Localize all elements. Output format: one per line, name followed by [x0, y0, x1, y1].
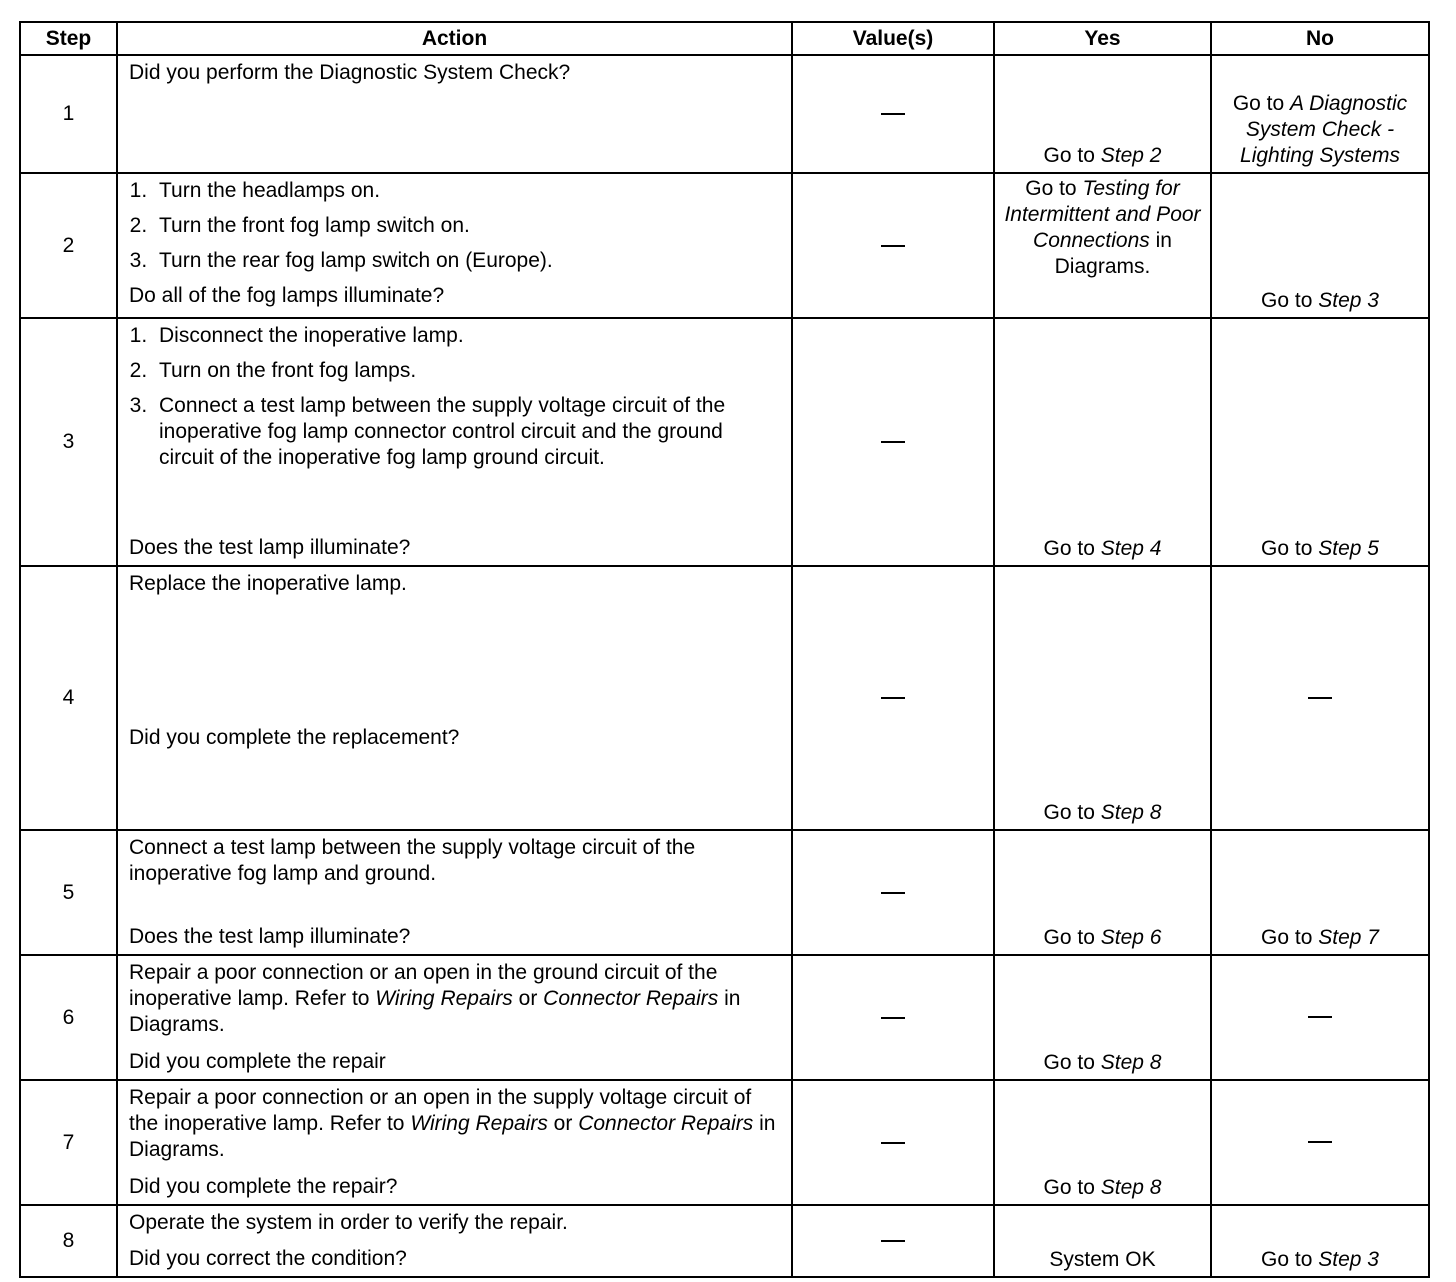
dash-mark — [1308, 697, 1332, 699]
action-pre: Repair a poor connection or an open in the ground circuit of the inoperative lamp. Refer to — [129, 961, 718, 1010]
action-pre: Repair a poor connection or an open in the supply voltage circuit of the inoperative lamp. Refer to — [129, 1086, 752, 1135]
value-cell — [792, 830, 994, 955]
table-row — [20, 173, 1429, 318]
action-wrap — [129, 1085, 781, 1200]
action-cell — [117, 1205, 792, 1277]
no-cell — [1211, 55, 1429, 173]
action-cell — [117, 173, 792, 318]
connector-repairs-link[interactable]: Connector Repairs — [543, 987, 719, 1010]
dash-mark — [881, 697, 905, 699]
action-post: in Diagrams. — [129, 987, 741, 1036]
action-question: Does the test lamp illuminate? — [129, 536, 411, 559]
substep-item: 3. Turn the rear fog lamp switch on (Europe). — [153, 248, 781, 274]
value-cell — [792, 566, 994, 830]
yes-cell — [994, 55, 1211, 173]
dash-mark — [881, 1240, 905, 1242]
action-text: Operate the system in order to verify the repair. — [129, 1211, 568, 1234]
no-cell — [1211, 173, 1429, 318]
no-prefix: Go to — [1261, 537, 1319, 560]
substep-item: 1. Turn the headlamps on. — [153, 178, 781, 204]
yes-prefix: Go to — [1043, 1051, 1101, 1074]
yes-cell — [994, 1205, 1211, 1277]
action-question: Did you complete the replacement? — [129, 726, 460, 749]
yes-cell — [994, 566, 1211, 830]
diagnostic-table — [19, 21, 1430, 1278]
yes-prefix: Go to — [1025, 177, 1083, 200]
yes-link[interactable]: Testing for Intermittent and Poor Connections — [1004, 177, 1201, 252]
value-cell — [792, 173, 994, 318]
action-question: Did you perform the Diagnostic System Check? — [129, 61, 571, 84]
value-cell — [792, 318, 994, 566]
value-cell — [792, 1080, 994, 1205]
substep-item: 3. Connect a test lamp between the supply voltage circuit of the inoperative fog lamp connector control circuit and the ground circuit of the inoperative fog lamp ground circuit. — [153, 393, 751, 471]
no-cell — [1211, 1205, 1429, 1277]
yes-cell — [994, 955, 1211, 1080]
dash-mark — [881, 1017, 905, 1019]
no-cell — [1211, 318, 1429, 566]
yes-link[interactable]: Step 2 — [1100, 144, 1162, 167]
action-cell — [117, 830, 792, 955]
dash-mark — [881, 892, 905, 894]
connector-repairs-link[interactable]: Connector Repairs — [578, 1112, 754, 1135]
action-wrap — [129, 323, 781, 561]
dash-mark — [1308, 1141, 1332, 1143]
table-row — [20, 1205, 1429, 1277]
action-text: Connect a test lamp between the supply voltage circuit of the inoperative fog lamp and ground. — [129, 836, 696, 885]
yes-cell — [994, 830, 1211, 955]
action-cell — [117, 318, 792, 566]
header-action: Action — [117, 22, 792, 55]
dash-mark — [881, 245, 905, 247]
yes-link[interactable]: Step 4 — [1100, 537, 1162, 560]
action-wrap — [129, 960, 781, 1075]
no-cell — [1211, 830, 1429, 955]
header-no: No — [1211, 22, 1429, 55]
substep-item: 2. Turn on the front fog lamps. — [153, 358, 781, 384]
action-cell — [117, 55, 792, 173]
no-prefix: Go to — [1261, 289, 1319, 312]
action-cell — [117, 955, 792, 1080]
no-link[interactable]: Step 7 — [1318, 926, 1379, 949]
yes-cell — [994, 173, 1211, 318]
step-number: 8 — [20, 1205, 117, 1277]
table-row — [20, 830, 1429, 955]
action-text — [129, 1085, 781, 1163]
action-question: Did you complete the repair — [129, 1050, 386, 1073]
action-text: Replace the inoperative lamp. — [129, 572, 407, 595]
table-row — [20, 1080, 1429, 1205]
dash-mark — [881, 1142, 905, 1144]
wiring-repairs-link[interactable]: Wiring Repairs — [375, 987, 513, 1010]
yes-cell — [994, 1080, 1211, 1205]
action-cell — [117, 566, 792, 830]
action-mid: or — [512, 987, 544, 1010]
step-number: 7 — [20, 1080, 117, 1205]
action-wrap — [129, 835, 781, 950]
table-row — [20, 55, 1429, 173]
yes-prefix: Go to — [1043, 1176, 1101, 1199]
header-yes: Yes — [994, 22, 1211, 55]
header-step: Step — [20, 22, 117, 55]
yes-prefix: Go to — [1043, 537, 1101, 560]
yes-link[interactable]: Step 8 — [1100, 1176, 1162, 1199]
yes-prefix: Go to — [1043, 801, 1101, 824]
step-number: 4 — [20, 566, 117, 830]
no-prefix: Go to — [1261, 1248, 1319, 1271]
yes-suffix: in Diagrams. — [1054, 229, 1172, 278]
substep-list — [129, 178, 781, 274]
action-question: Did you correct the condition? — [129, 1247, 407, 1270]
table-row — [20, 566, 1429, 830]
header-row — [20, 22, 1429, 55]
table-row — [20, 955, 1429, 1080]
value-cell — [792, 1205, 994, 1277]
no-cell — [1211, 1080, 1429, 1205]
step-number: 2 — [20, 173, 117, 318]
step-number: 3 — [20, 318, 117, 566]
no-link[interactable]: A Diagnostic System Check - Lighting Systems — [1240, 92, 1408, 167]
substep-item: 1. Disconnect the inoperative lamp. — [153, 323, 781, 349]
substep-item: 2. Turn the front fog lamp switch on. — [153, 213, 781, 239]
action-mid: or — [547, 1112, 579, 1135]
value-cell — [792, 955, 994, 1080]
step-number: 5 — [20, 830, 117, 955]
action-text — [129, 960, 781, 1038]
no-link[interactable]: Step 3 — [1318, 1248, 1379, 1271]
yes-prefix: Go to — [1043, 926, 1101, 949]
action-cell — [117, 1080, 792, 1205]
action-wrap — [129, 1210, 781, 1272]
action-question: Did you complete the repair? — [129, 1175, 398, 1198]
yes-link[interactable]: Step 6 — [1100, 926, 1162, 949]
no-cell — [1211, 566, 1429, 830]
yes-link[interactable]: Step 8 — [1100, 801, 1162, 824]
yes-prefix: System OK — [1049, 1248, 1156, 1271]
header-values: Value(s) — [792, 22, 994, 55]
action-question: Do all of the fog lamps illuminate? — [129, 284, 445, 307]
action-question: Does the test lamp illuminate? — [129, 925, 411, 948]
table-row — [20, 318, 1429, 566]
no-prefix: Go to — [1261, 926, 1319, 949]
no-cell — [1211, 955, 1429, 1080]
substep-list — [129, 323, 781, 480]
step-number: 1 — [20, 55, 117, 173]
step-number: 6 — [20, 955, 117, 1080]
dash-mark — [1308, 1016, 1332, 1018]
dash-mark — [881, 441, 905, 443]
value-cell — [792, 55, 994, 173]
action-post: in Diagrams. — [129, 1112, 776, 1161]
no-link[interactable]: Step 5 — [1318, 537, 1379, 560]
no-prefix: Go to — [1232, 92, 1291, 115]
wiring-repairs-link[interactable]: Wiring Repairs — [410, 1112, 548, 1135]
no-link[interactable]: Step 3 — [1318, 289, 1379, 312]
yes-prefix: Go to — [1043, 144, 1101, 167]
yes-link[interactable]: Step 8 — [1100, 1051, 1162, 1074]
dash-mark — [881, 113, 905, 115]
yes-cell — [994, 318, 1211, 566]
